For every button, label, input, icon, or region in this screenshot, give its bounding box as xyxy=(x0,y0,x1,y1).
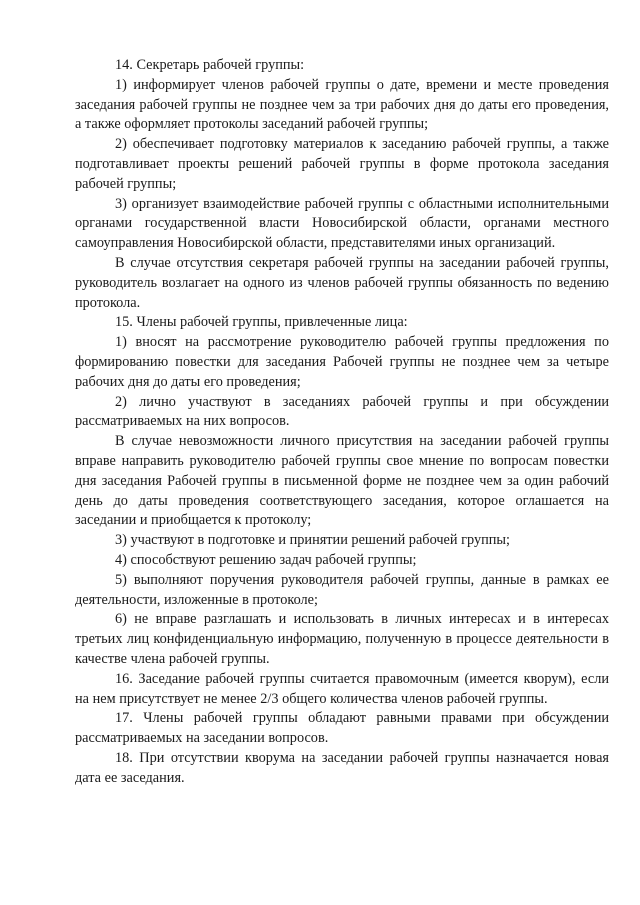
section-15-item-3: 3) участвуют в подготовке и принятии решений рабочей группы; xyxy=(115,532,510,549)
section-15-item-4: 4) способствуют решению задач рабочей группы; xyxy=(115,551,417,568)
section-14-item-1: 1) информирует членов рабочей группы о дате, времени и месте проведения заседания рабочей группы не позднее чем за три рабочих дня до даты его проведения, а также оформляет протоколы заседаний рабочей группы; xyxy=(75,76,609,133)
section-15-item-2: 2) лично участвуют в заседаниях рабочей группы и при обсуждении рассматриваемых на них вопросов. xyxy=(75,393,609,430)
section-18: 18. При отсутствии кворума на заседании рабочей группы назначается новая дата ее заседания. xyxy=(75,749,609,786)
section-15-item-1: 1) вносят на рассмотрение руководителю рабочей группы предложения по формированию повестки для заседания Рабочей группы не позднее чем за четыре рабочих дня до даты его проведения; xyxy=(75,334,609,390)
section-15-item-5: 5) выполняют поручения руководителя рабочей группы, данные в рамках ее деятельности, изложенные в протоколе; xyxy=(75,571,609,608)
section-15-heading: 15. Члены рабочей группы, привлеченные лица: xyxy=(115,314,408,331)
section-14-item-3: 3) организует взаимодействие рабочей группы с областными исполнительными органами государственной власти Новосибирской области, органами местного самоуправления Новосибирской области, представителями иных организаций. xyxy=(75,195,609,252)
section-15-item-6: 6) не вправе разглашать и использовать в личных интересах и в интересах третьих лиц конфиденциальную информацию, полученную в процессе деятельности в качестве члена рабочей группы. xyxy=(75,611,609,667)
section-17: 17. Члены рабочей группы обладают равными правами при обсуждении рассматриваемых на заседании вопросов. xyxy=(75,710,609,747)
section-16: 16. Заседание рабочей группы считается правомочным (имеется кворум), если на нем присутствует не менее 2/3 общего количества членов рабочей группы. xyxy=(75,670,609,707)
document-body xyxy=(75,56,609,788)
section-14-item-2: 2) обеспечивает подготовку материалов к заседанию рабочей группы, а также подготавливает проекты решений рабочей группы в форме протокола заседания рабочей группы; xyxy=(75,136,609,192)
section-15-absence-note: В случае невозможности личного присутствия на заседании рабочей группы вправе направить руководителю рабочей группы свое мнение по вопросам повестки дня заседания Рабочей группы в письменной форме не позднее чем за один рабочий день до даты проведения соответствующего заседания, которое оглашается на заседании и приобщается к протоколу; xyxy=(75,433,609,529)
section-14-heading: 14. Секретарь рабочей группы: xyxy=(115,57,305,73)
section-14-absence-note: В случае отсутствия секретаря рабочей группы на заседании рабочей группы, руководитель возлагает на одного из членов рабочей группы обязанность по ведению протокола. xyxy=(75,254,609,311)
